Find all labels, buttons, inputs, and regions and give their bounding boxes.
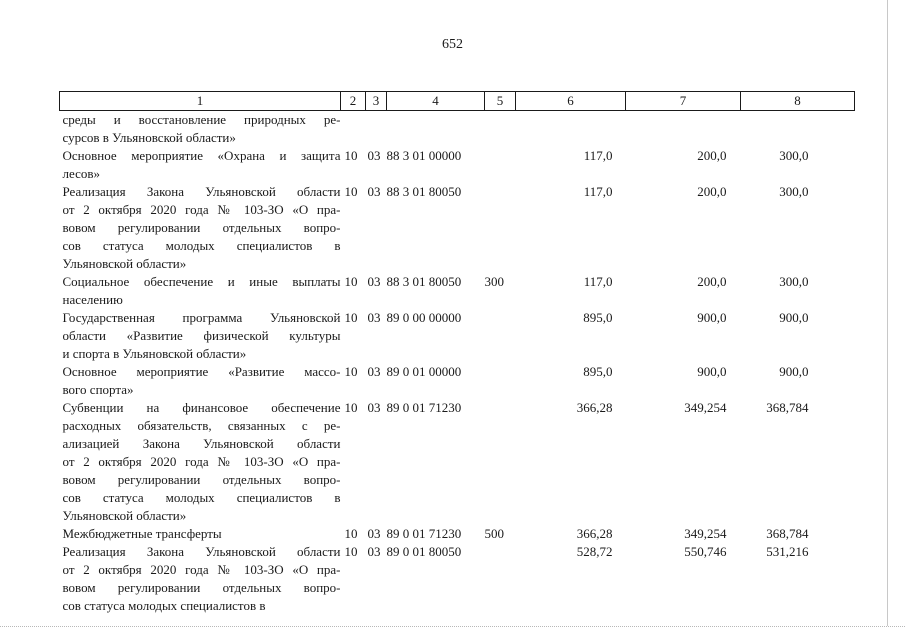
row-amount-year-1: 366,28 (576, 400, 613, 415)
header-col-5: 5 (485, 92, 516, 111)
row-amount-year-2: 900,0 (697, 310, 727, 325)
table-row (60, 309, 855, 363)
page-number: 652 (442, 37, 463, 52)
row-subsection-code: 03 (367, 148, 381, 163)
row-expense-type (485, 183, 516, 273)
row-name-line: сов статуса молодых специалистов в (62, 598, 266, 613)
table-row (60, 543, 855, 615)
row-amount-year-1: 528,72 (576, 544, 613, 559)
row-target-article: 89 0 01 80050 (386, 544, 462, 559)
row-target-article: 88 3 01 80050 (386, 184, 462, 199)
row-amount-year-1: 895,0 (583, 310, 613, 325)
row-target-article: 89 0 00 00000 (386, 310, 462, 325)
table-body (60, 111, 855, 616)
row-amount-year-3: 900,0 (779, 310, 809, 325)
row-target-article (387, 111, 485, 148)
row-amount-year-3: 368,784 (766, 526, 809, 541)
row-name-line: от 2 октября 2020 года № 103-ЗО «О пра- (62, 454, 341, 469)
row-name (60, 399, 341, 525)
row-amount-year-3: 531,216 (766, 544, 809, 559)
row-subsection-code: 03 (367, 274, 381, 289)
row-amount-year-3: 368,784 (766, 400, 809, 415)
header-col-1: 1 (60, 92, 341, 111)
row-name (60, 147, 341, 183)
row-amount-year-1: 117,0 (583, 184, 613, 199)
row-subsection-code: 03 (367, 526, 381, 541)
row-section-code: 10 (344, 274, 358, 289)
row-expense-type (485, 543, 516, 615)
row-name (60, 111, 341, 148)
row-amount-year-1: 895,0 (583, 364, 613, 379)
table-row (60, 183, 855, 273)
row-name-line: Межбюджетные трансферты (62, 526, 222, 541)
row-name (60, 363, 341, 399)
row-name-line: Основное мероприятие «Развитие массо- (62, 364, 341, 379)
row-amount-year-1: 117,0 (583, 274, 613, 289)
table-row (60, 111, 855, 148)
row-amount-year-2: 200,0 (697, 274, 727, 289)
row-expense-type: 300 (484, 274, 504, 289)
row-amount-year-3: 900,0 (779, 364, 809, 379)
table-row (60, 525, 855, 543)
header-col-6: 6 (516, 92, 626, 111)
row-amount-year-2: 349,254 (684, 526, 727, 541)
row-section-code: 10 (344, 544, 358, 559)
row-amount-year-2: 900,0 (697, 364, 727, 379)
row-section-code (341, 111, 366, 148)
header-col-4: 4 (387, 92, 485, 111)
row-subsection-code: 03 (367, 310, 381, 325)
header-col-2: 2 (341, 92, 366, 111)
row-name-line: Ульяновской области» (62, 508, 187, 523)
row-name-line: Ульяновской области» (62, 256, 187, 271)
row-subsection-code: 03 (367, 544, 381, 559)
row-section-code: 10 (344, 526, 358, 541)
page-edge-right (887, 0, 888, 626)
row-target-article: 89 0 01 71230 (386, 400, 462, 415)
row-name-line: и спорта в Ульяновской области» (62, 346, 247, 361)
row-amount-year-3: 300,0 (779, 184, 809, 199)
row-name-line: от 2 октября 2020 года № 103-ЗО «О пра- (62, 562, 341, 577)
row-name (60, 273, 341, 309)
row-subsection-code: 03 (367, 400, 381, 415)
row-name-line: сов статуса молодых специалистов в (62, 238, 341, 253)
row-section-code: 10 (344, 364, 358, 379)
row-name-line: вовом регулировании отдельных вопро- (62, 580, 341, 595)
table-row (60, 273, 855, 309)
row-amount-year-1: 117,0 (583, 148, 613, 163)
row-amount-year-3: 300,0 (779, 274, 809, 289)
table-row (60, 363, 855, 399)
row-amount-year-1 (516, 111, 626, 148)
row-expense-type (485, 111, 516, 148)
row-section-code: 10 (344, 148, 358, 163)
row-name-line: среды и восстановление природных ре- (62, 112, 341, 127)
table-header (60, 92, 855, 111)
row-name (60, 183, 341, 273)
row-name-line: Реализация Закона Ульяновской области (62, 184, 341, 199)
row-name-line: населению (62, 292, 123, 307)
row-subsection-code: 03 (367, 184, 381, 199)
row-expense-type: 500 (484, 526, 504, 541)
row-amount-year-2: 349,254 (684, 400, 727, 415)
table-row (60, 399, 855, 525)
row-subsection-code (366, 111, 387, 148)
row-amount-year-2: 200,0 (697, 148, 727, 163)
row-amount-year-2 (626, 111, 741, 148)
row-expense-type (485, 309, 516, 363)
row-name-line: Социальное обеспечение и иные выплаты (62, 274, 341, 289)
row-name-line: Реализация Закона Ульяновской области (62, 544, 341, 559)
row-amount-year-1: 366,28 (576, 526, 613, 541)
row-expense-type (485, 399, 516, 525)
row-name-line: сов статуса молодых специалистов в (62, 490, 341, 505)
row-target-article: 88 3 01 00000 (386, 148, 462, 163)
row-subsection-code: 03 (367, 364, 381, 379)
row-name-line: расходных обязательств, связанных с ре- (62, 418, 341, 433)
row-expense-type (485, 363, 516, 399)
row-section-code: 10 (344, 184, 358, 199)
row-name-line: сурсов в Ульяновской области» (62, 130, 236, 145)
header-col-8: 8 (741, 92, 855, 111)
table-row (60, 147, 855, 183)
row-name-line: Субвенции на финансовое обеспечение (62, 400, 341, 415)
page-edge-bottom (0, 626, 905, 627)
row-name-line: вовом регулировании отдельных вопро- (62, 220, 341, 235)
row-target-article: 89 0 01 00000 (386, 364, 462, 379)
header-col-3: 3 (366, 92, 387, 111)
row-name-line: Основное мероприятие «Охрана и защита (62, 148, 341, 163)
budget-table (59, 91, 855, 615)
row-section-code: 10 (344, 400, 358, 415)
row-amount-year-3 (741, 111, 855, 148)
row-section-code: 10 (344, 310, 358, 325)
row-amount-year-3: 300,0 (779, 148, 809, 163)
row-name-line: от 2 октября 2020 года № 103-ЗО «О пра- (62, 202, 341, 217)
row-target-article: 89 0 01 71230 (386, 526, 462, 541)
row-name (60, 309, 341, 363)
row-name-line: области «Развитие физической культуры (62, 328, 341, 343)
row-name-line: ализацией Закона Ульяновской области (62, 436, 341, 451)
row-expense-type (485, 147, 516, 183)
row-target-article: 88 3 01 80050 (386, 274, 462, 289)
row-name-line: Государственная программа Ульяновской (62, 310, 341, 325)
row-name-line: вого спорта» (62, 382, 134, 397)
row-name (60, 525, 341, 543)
header-row (60, 92, 855, 111)
row-amount-year-2: 200,0 (697, 184, 727, 199)
header-col-7: 7 (626, 92, 741, 111)
row-name (60, 543, 341, 615)
row-amount-year-2: 550,746 (684, 544, 727, 559)
row-name-line: вовом регулировании отдельных вопро- (62, 472, 341, 487)
row-name-line: лесов» (62, 166, 100, 181)
